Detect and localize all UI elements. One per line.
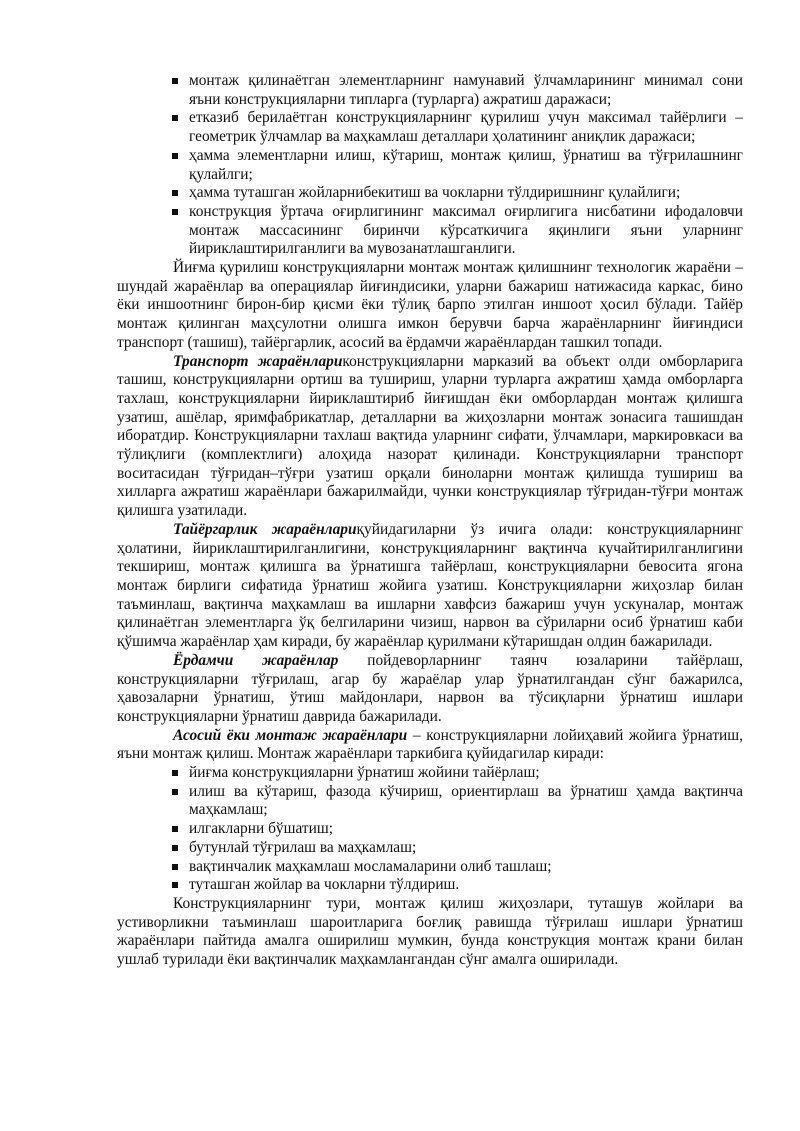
bullet-square-icon xyxy=(172,115,178,121)
list-item xyxy=(117,876,743,895)
bullet-square-icon xyxy=(172,209,178,215)
bullet-square-icon xyxy=(172,845,178,851)
list-item-text: монтаж қилинаётган элементларнинг намунавий ўлчамларининг минимал сони яъни конструкцияларни типларга (турларга) ажратиш даражаси; xyxy=(189,72,743,108)
main-text: – конструкцияларни лойиҳавий жойига ўрнатиш, яъни монтаж қилиш. Монтаж жараёнлари таркибига қуйидагилар киради: xyxy=(117,726,743,763)
list-item xyxy=(117,858,743,877)
list-item xyxy=(117,764,743,783)
list-item-text: етказиб берилаётган конструкцияларнинг қурилиш учун максимал тайёрлиги – геометрик ўлчамлар ва маҳкамлаш деталлари ҳолатининг аниқлик даражаси; xyxy=(189,109,743,146)
list-item-text: ҳамма туташган жойларнибекитиш ва чокларни тўлдиришнинг қулайлиги; xyxy=(189,184,681,202)
requirements-list xyxy=(117,72,743,259)
bullet-square-icon xyxy=(172,190,178,196)
list-item xyxy=(117,184,743,203)
auxiliary-text: пойдеворларнинг таянч юзаларини тайёрлаш, конструкцияларни тўғрилаш, агар бу жараёлар улар ўрнатилгандан сўнг бажарилса, ҳавозаларни ўрнатиш, ўтиш майдонлари, нарвон ва тўсиқларни ўрнатиш ишлари конструкцияларни ўрнатиш даврида бажарилади. xyxy=(117,651,743,725)
transport-paragraph xyxy=(117,353,743,521)
list-item-text: вақтинчалик маҳкамлаш мосламаларини олиб ташлаш; xyxy=(189,857,552,875)
bullet-square-icon xyxy=(172,770,178,776)
main-term: Асосий ёки монтаж жараёнлари xyxy=(173,726,408,744)
list-item xyxy=(117,203,743,259)
transport-text: конструкцияларни марказий ва объект олди омборларига ташиш, конструкцияларни ортиш ва тушириш, уларни турларга ажратиш ҳамда омборларга тахлаш, конструкцияларни йириклаштириб йиғишдан ёки омборлардан монтаж қилишга узатиш, ашёлар, яримфабрикатлар, деталларни ва жиҳозларни монтаж зонасига ташишдан иборатдир. Конструкцияларни тахлаш вақтида уларнинг сифати, ўлчамлари, маркировкаси ва тўлиқлиги (комплектлиги) алоҳида назорат қилинади. Конструкцияларни транспорт воситасидан тўғридан–тўғри узатиш орқали биноларни монтаж қилишда тушириш ва хилларга ажратиш жараёнлари бажарилмайди, чунки конструкциялар тўғридан-тўғри монтаж қилишга узатилади. xyxy=(117,352,743,520)
list-item xyxy=(117,72,743,109)
intro-paragraph: Йиғма қурилиш конструкцияларни монтаж монтаж қилишнинг технологик жараёни – шундай жараёнлар ва операциялар йиғиндисики, уларни бажариш натижасида каркас, бино ёки иншоотнинг бирон-бир қисми ёки тўлиқ барпо этилган иншоот ҳосил бўлади. Тайёр монтаж қилинган маҳсулотни олишга имкон берувчи барча жараёнларнинг йиғиндиси транспорт (ташиш), тайёргарлик, асосий ва ёрдамчи жараёнлардан ташкил топади. xyxy=(117,259,743,351)
preparation-paragraph xyxy=(117,521,743,652)
preparation-text: қуйидагиларни ўз ичига олади: конструкцияларнинг ҳолатини, йириклаштирилганлигини, конструкцияларнинг вақтинча кучайтирилганлигини текшириш, монтаж қилишга ва ўрнатишга тайёрлаш, конструкцияларни бевосита ягона монтаж бирлиги сифатида ўрнатиш жойига узатиш. Конструкцияларни жиҳозлар билан таъминлаш, вақтинча маҳкамлаш ва ишларни хавфсиз бажариш учун ускуналар, монтаж қилинаётган элементларга ўқ белгиларини чизиш, нарвон ва сўриларни осиб ўрнатиш каби қўшимча жараёнлар ҳам киради, бу жараёнлар қурилмани кўтаришдан олдин бажарилади. xyxy=(117,520,743,651)
transport-term: Транспорт жараёнлари xyxy=(173,352,343,370)
bullet-square-icon xyxy=(172,153,178,159)
list-item-text: илгакларни бўшатиш; xyxy=(189,820,333,838)
bullet-square-icon xyxy=(172,826,178,832)
main-paragraph xyxy=(117,727,743,764)
auxiliary-paragraph xyxy=(117,652,743,727)
list-item-text: йиғма конструкцияларни ўрнатиш жойини тайёрлаш; xyxy=(189,764,540,782)
list-item-text: бутунлай тўғрилаш ва маҳкамлаш; xyxy=(189,838,417,856)
preparation-term: Тайёргарлик жараёнлари xyxy=(173,520,357,538)
bullet-square-icon xyxy=(172,864,178,870)
auxiliary-term: Ёрдамчи жараёнлар xyxy=(173,651,339,669)
bullet-square-icon xyxy=(172,789,178,795)
list-item-text: илиш ва кўтариш, фазода кўчириш, ориентирлаш ва ўрнатиш ҳамда вақтинча маҳкамлаш; xyxy=(189,782,743,819)
list-item xyxy=(117,839,743,858)
list-item xyxy=(117,147,743,184)
list-item xyxy=(117,109,743,146)
list-item xyxy=(117,820,743,839)
list-item xyxy=(117,783,743,820)
document-page xyxy=(117,72,743,970)
assembly-steps-list xyxy=(117,764,743,895)
bullet-square-icon xyxy=(172,78,178,84)
list-item-text: туташган жойлар ва чокларни тўлдириш. xyxy=(189,876,460,894)
final-paragraph: Конструкцияларнинг тури, монтаж қилиш жиҳозлари, туташув жойлари ва устиворликни таъминлаш шароитларига боғлиқ равишда тўғрилаш ишлари ўрнатиш жараёнлари пайтида амалга оширилиш мумкин, бунда конструкция монтаж крани билан ушлаб турилади ёки вақтинчалик маҳкамлангандан сўнг амалга оширилади. xyxy=(117,894,743,969)
list-item-text: ҳамма элементларни илиш, кўтариш, монтаж қилиш, ўрнатиш ва тўғрилашнинг қулайлги; xyxy=(189,146,743,183)
list-item-text: конструкция ўртача оғирлигининг максимал оғирлигига нисбатини ифодаловчи монтаж массасининг биринчи кўрсаткичига яқинлиги яъни уларнинг йириклаштирилганлиги ва мувозанатлашганлиги. xyxy=(189,202,743,258)
bullet-square-icon xyxy=(172,882,178,888)
